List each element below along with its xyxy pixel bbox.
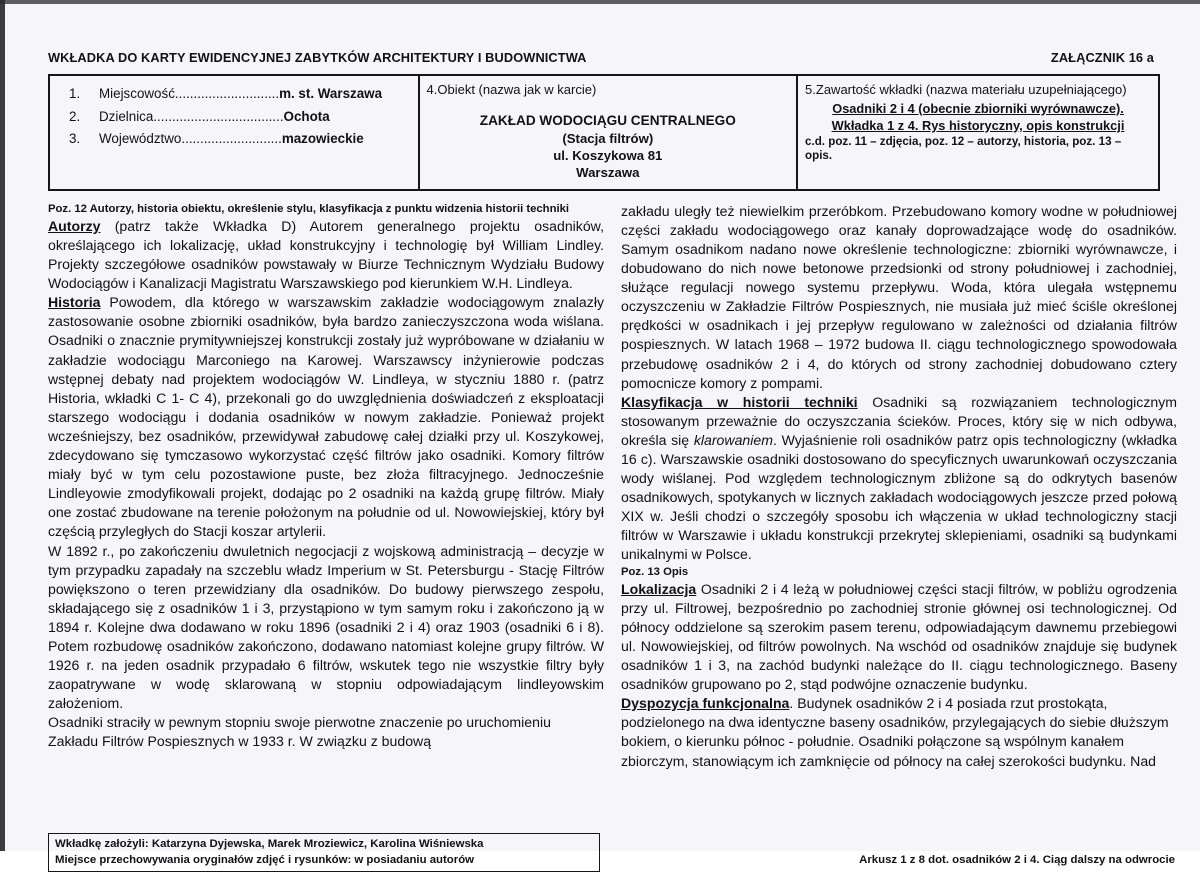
row-number: 3. xyxy=(69,131,81,146)
poz12-heading: Poz. 12 Autorzy, historia obiektu, określenie stylu, klasyfikacja z punktu widzenia historii techniki xyxy=(48,202,570,215)
dot-leader: ............................ xyxy=(174,86,280,101)
classification-text-2: . Wyjaśnienie roli osadników patrz opis technologiczny (wkładka 16 c). Warszawskie osadniki dostosowano do specyficznych uwarunkowań oczyszczania wody wiślanej. Pod względem technologicznym zbliżone są do odkrytych basenów osadnikowych, spotykanych w licznych zakładach wodociągowych jeszcze przed połową XIX w. Jeśli chodzi o szczegóły sposobu ich włączenia w układ technologiczny stacji filtrów w Warszawie i układu konstrukcji przekrytej sklepieniami, osadniki są budynkami unikalnymi w Polsce. xyxy=(621,431,1178,563)
classification-text-1: Osadniki są rozwiązaniem technologicznym stosowanym przeważnie do oczyszczania ścieków. Proces, który się w nich odbywa, określa się xyxy=(621,393,1178,448)
row-value: mazowieckie xyxy=(281,131,364,146)
row-number: 2. xyxy=(69,108,81,124)
document-sheet xyxy=(5,4,1200,866)
paragraph-1933: Osadniki straciły w pewnym stopniu swoje pierwotne znaczenie po uruchomieniu Zakładu Filtrów Pospiesznych w 1933 r. W związku z budową xyxy=(48,714,551,750)
location-row xyxy=(69,131,411,146)
paragraph-1892: W 1892 r., po zakończeniu dwuletnich negocjacji z wojskową administracją – decyzje w tym przypadku zapadały na szczeblu władz Imperium w St. Petersburgu - Stację Filtrów powiększono o teren przewidziany dla osadników. Do budowy pierwszego zespołu, składającego się z osadników 1 i 3, przystąpiono w tym samym roku i zakończono ją w 1894 r. Kolejne dwa dodawano w roku 1896 (osadniki 2 i 4) oraz 1903 (osadniki 6 i 8). Potem rozbudowę osadników zakończono, dodawano natomiast kolejne grupy filtrów. W 1926 r. na jeden osadnik przypadało 6 filtrów, wskutek tego nie wszystkie filtry były zaopatrywane w wodę sklarowaną w stopniu odpowiadającym lindleyowskim założeniom. xyxy=(48,542,604,712)
row-label: Dzielnica xyxy=(99,108,154,124)
author-box xyxy=(48,833,600,871)
location-list xyxy=(57,86,411,146)
author-box-line-1: Wkładkę założyli: Katarzyna Dyjewska, Marek Mroziewicz, Karolina Wiśniewska xyxy=(55,838,484,851)
history-paragraph xyxy=(48,293,604,541)
right-column-inner xyxy=(621,202,1177,872)
dot-leader: ........................... xyxy=(181,131,282,146)
row-label: Województwo xyxy=(99,131,182,146)
content-cell xyxy=(796,76,1158,189)
classification-lead: Klasyfikacja w historii techniki xyxy=(621,393,858,410)
right-column xyxy=(621,202,1177,872)
continuation-paragraph: zakładu uległy też niewielkim przeróbkom. Przebudowano komory wodne w południowej części zakładu wodociągowego oraz kanały doprowadzające wodę do osadników. Samym osadnikom nadano nowe określenie technologiczne: zbiorniki wyrównawcze, i dobudowano do nich nowe betonowe przedsionki od strony południowej i zachodniej, służące regulacji nowego systemu przepływu. Woda, która ulegała wstępnemu oczyszczeniu w Zakładzie Filtrów Pospiesznych, nie musiała już mieć ściśle określonej prędkości w osadnikach i jej przepływ regulowano w zależności od działania filtrów pospiesznych. W latach 1968 – 1972 budowa II. ciągu technologicznego spowodowała przebudowę osadników 2 i 4, do których od strony zachodniej dobudowano cztery pomocnicze komory z pompami. xyxy=(621,202,1177,391)
sheet-note: Arkusz 1 z 8 dot. osadników 2 i 4. Ciąg dalszy na odwrocie xyxy=(859,853,1175,866)
disposition-lead: Dyspozycja funkcjonalna xyxy=(621,695,790,712)
body-columns xyxy=(48,202,1178,872)
content-line-1: Osadniki 2 i 4 (obecnie zbiorniki wyrównawcze). xyxy=(832,100,1124,116)
authors-text: (patrz także Wkładka D) Autorem generalnego projektu osadników, określającego ich lokalizację, układ konstrukcyjny i technologię był William Lindley. Projekty szczegółowe osadników powstawały w Biurze Technicznym Wydziału Budowy Wodociągów i Kanalizacji Magistratu Warszawskiego pod kierunkiem W.H. Lindleya. xyxy=(48,217,604,292)
identification-table xyxy=(48,74,1160,191)
content-lines xyxy=(805,100,1151,164)
annex-number: ZAŁĄCZNIK 16 a xyxy=(1050,50,1154,65)
object-cell-heading: 4.Obiekt (nazwa jak w karcie) xyxy=(426,82,597,97)
content-cell-heading: 5.Zawartość wkładki (nazwa materiału uzupełniającego) xyxy=(805,82,1127,97)
object-subtitle: (Stacja filtrów) xyxy=(562,130,654,146)
localization-paragraph xyxy=(621,580,1177,695)
classification-paragraph xyxy=(621,393,1177,565)
localization-text: Osadniki 2 i 4 leżą w południowej części stacji filtrów, w pobliżu ogrodzenia przy ul. Filtrowej, bezpośrednio po zachodniej stronie głównej osi technologicznej. Od północy oddzielone są szerokim pasem terenu, odpowiadającym dawnemu przebiegowi ul. Nowowiejskiej, od filtrów powolnych. Na wschód od osadników znajduje się budynek osadników 1 i 3, na zachód budynki należące do II. ciągu technologicznego. Baseny osadników grupowano po 2, stąd podwójne oznaczenie budynku. xyxy=(621,580,1177,693)
document-title: WKŁADKA DO KARTY EWIDENCYJNEJ ZABYTKÓW ARCHITEKTURY I BUDOWNICTWA xyxy=(48,50,587,65)
left-column-footer xyxy=(48,828,604,871)
classification-italic-term: klarowaniem xyxy=(693,431,773,448)
history-lead: Historia xyxy=(48,294,101,311)
left-column-inner xyxy=(48,202,604,872)
content-line-2: Wkładka 1 z 4. Rys historyczny, opis konstrukcji xyxy=(831,117,1125,133)
right-column-footer xyxy=(621,848,1177,866)
authors-lead: Autorzy xyxy=(48,217,101,234)
location-cell xyxy=(50,76,418,189)
left-column xyxy=(48,202,604,872)
object-street: ul. Koszykowa 81 xyxy=(553,147,663,163)
object-cell xyxy=(418,76,797,189)
disposition-text: . Budynek osadników 2 i 4 posiada rzut prostokąta, podzielonego na dwa identyczne baseny osadników, przylegających do siebie dłuższym bokiem, o kierunku północ - południe. Osadniki połączone są wspólnym kanałem zbiorczym, stanowiącym ich zamknięcie od północy na całej szerokości budynku. Nad xyxy=(621,695,1169,769)
author-box-line-2: Miejsce przechowywania oryginałów zdjęć i rysunków: w posiadaniu autorów xyxy=(55,853,475,866)
poz13-heading: Poz. 13 Opis xyxy=(621,565,689,578)
row-number: 1. xyxy=(69,86,81,101)
content-note: c.d. poz. 11 – zdjęcia, poz. 12 – autorzy, historia, poz. 13 – opis. xyxy=(805,134,1122,163)
disposition-paragraph xyxy=(621,694,1177,770)
location-row xyxy=(69,109,411,124)
document-header xyxy=(48,50,1160,65)
authors-paragraph xyxy=(48,217,604,293)
location-row xyxy=(69,86,411,101)
history-text: Powodem, dla którego w warszawskim zakładzie wodociągowym znalazły zastosowanie osobne zbiorniki osadników, była bardzo zanieczyszczona woda wiślana. Osadniki o znacznie prymitywniejszej konstrukcji zostały już wypróbowane w działaniu w zakładzie wodociągu Marconiego na Karowej. Warszawscy inżynierowie podczas wstępnej debaty nad projektem wodociągów W. Lindleya, w styczniu 1880 r. (patrz Historia, wkładki C 1- C 4), przekonali go do uwzględnienia doświadczeń z eksploatacji starszego wodociągu i dodania osadników w nowym zakładzie. Ponieważ projekt wcześniejszy, bez osadników, przewidywał zabudowę całej działki przy ul. Koszykowej, zdecydowano się tymczasowo wykorzystać część filtrów jako osadniki. Komory filtrów miały być w tym celu pozostawione puste, bez złoża filtracyjnego. Jednocześnie Lindleyowie zmodyfikowali projekt, dodając po 2 osadniki na każdą grupę filtrów. Miały one zostać zbudowane na terenie położonym na południe od ul. Nowowiejskiej, który był częścią przyległych do Stacji koszar artylerii. xyxy=(48,294,604,540)
row-label: Miejscowość xyxy=(99,86,175,101)
row-value: Ochota xyxy=(283,108,330,124)
dot-leader: ................................... xyxy=(153,108,284,124)
row-value: m. st. Warszawa xyxy=(279,86,383,101)
object-name: ZAKŁAD WODOCIĄGU CENTRALNEGO xyxy=(479,112,736,128)
object-identity xyxy=(427,112,790,182)
localization-lead: Lokalizacja xyxy=(621,580,697,597)
object-city: Warszawa xyxy=(576,165,640,181)
